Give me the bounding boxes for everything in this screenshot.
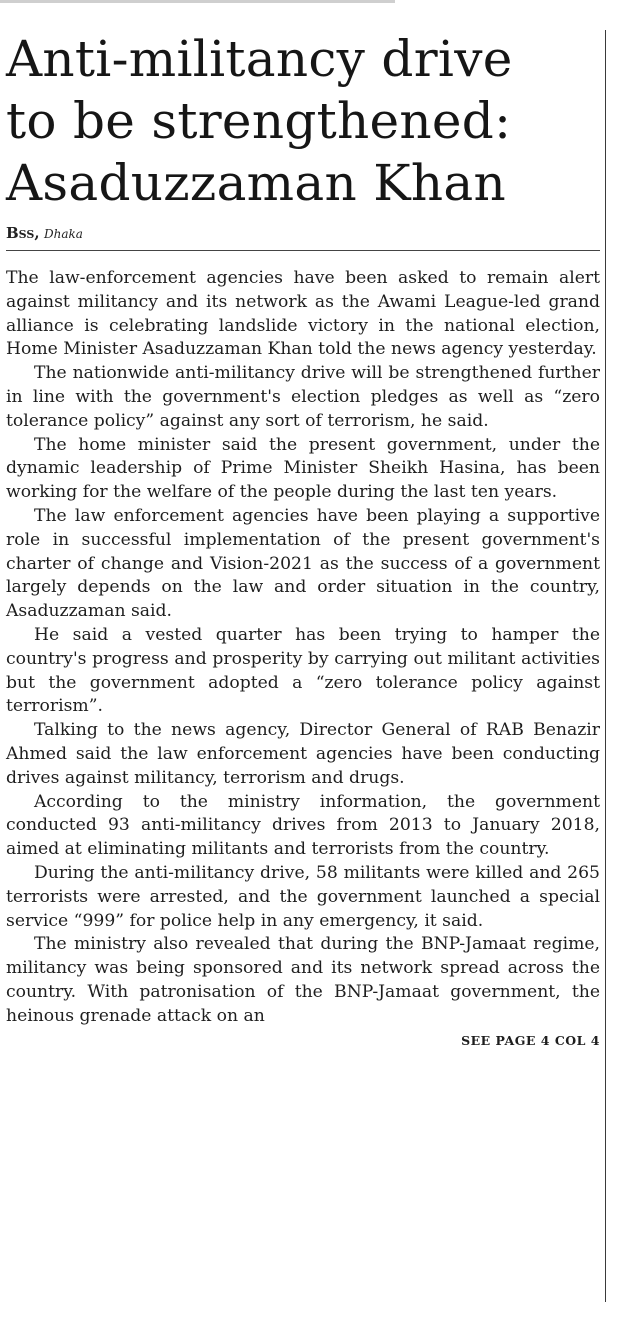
paragraph-4: The law enforcement agencies have been playing a supportive role in successful implementation of the present government's charter of change and Vision-2021 as the success of a government largely depends on the law and order situation in the country, Asaduzzaman said. (6, 505, 600, 622)
article-body (6, 267, 600, 1029)
paragraph-7: According to the ministry information, the government conducted 93 anti-militancy drives from 2013 to January 2018, aimed at eliminating militants and terrorists from the country. (6, 791, 600, 860)
paragraph-3: The home minister said the present government, under the dynamic leadership of Prime Minister Sheikh Hasina, has been working for the welfare of the people during the last ten years. (6, 434, 600, 503)
byline-place: Dhaka (44, 227, 83, 241)
continuation-note: SEE PAGE 4 COL 4 (461, 1032, 600, 1048)
headline: Anti-militancy drive to be strengthened: Asaduzzaman Khan (6, 30, 513, 212)
byline-agency: Bss, (6, 224, 40, 242)
paragraph-8: During the anti-militancy drive, 58 militants were killed and 265 terrorists were arrested, and the government launched a special service “999” for police help in any emergency, it said. (6, 862, 600, 931)
paragraph-2: The nationwide anti-militancy drive will be strengthened further in line with the government's election pledges as well as “zero tolerance policy” against any sort of terrorism, he said. (6, 363, 600, 431)
article-column (6, 28, 600, 1048)
paragraph-1: The law-enforcement agencies have been asked to remain alert against militancy and its network as the Awami League-led grand alliance is celebrating landslide victory in the national election, Home Minister Asaduzzaman Khan told the news agency yesterday. (6, 268, 600, 360)
paragraph-6: Talking to the news agency, Director General of RAB Benazir Ahmed said the law enforcement agencies have been conducting drives against militancy, terrorism and drugs. (6, 720, 600, 788)
byline (6, 224, 600, 243)
paragraph-9: The ministry also revealed that during the BNP-Jamaat regime, militancy was being sponsored and its network spread across the country. With patronisation of the BNP-Jamaat government, the heinous grenade attack on an (6, 934, 600, 1026)
byline-rule (6, 250, 600, 251)
column-divider (605, 30, 606, 1302)
top-border-line (0, 0, 395, 3)
paragraph-5: He said a vested quarter has been trying to hamper the country's progress and prosperity by carrying out militant activities but the government adopted a “zero tolerance policy against terrorism”. (6, 624, 600, 717)
